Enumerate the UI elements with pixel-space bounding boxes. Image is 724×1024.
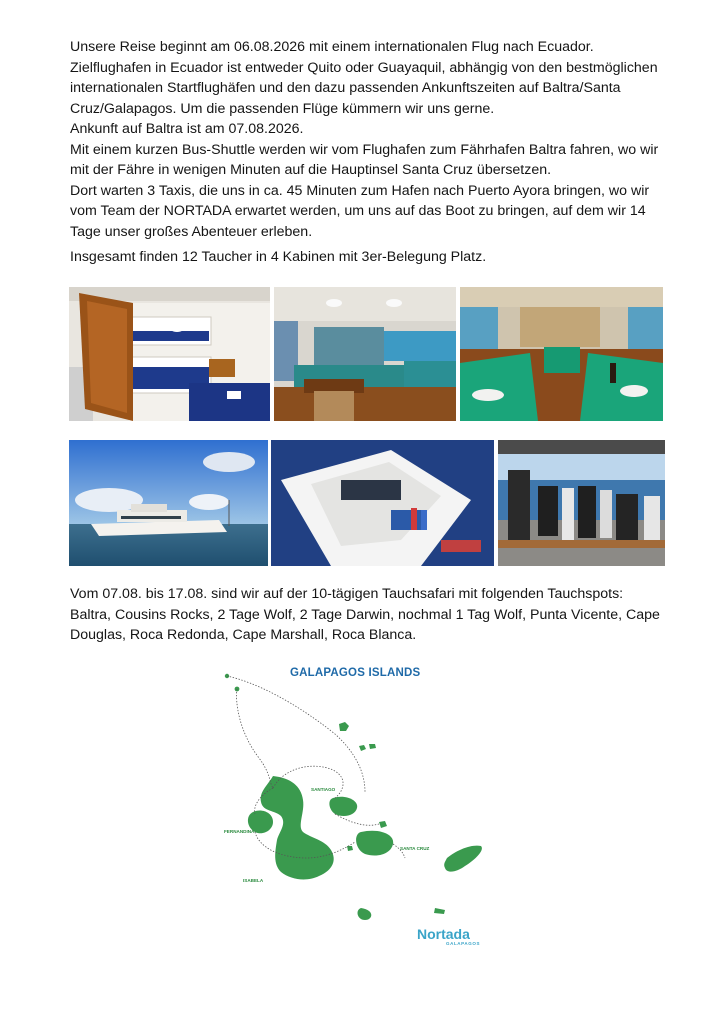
capacity-text: Insgesamt finden 12 Taucher in 4 Kabinen mit 3er-Belegung Platz. (70, 249, 487, 265)
island-santiago (329, 797, 357, 816)
capacity-paragraph (70, 247, 675, 268)
intro-line: Unsere Reise beginnt am 06.08.2026 mit einem internationalen Flug nach Ecuador. (70, 39, 594, 55)
nortada-logo-sub: GALAPAGOS (446, 941, 481, 946)
island-genovesa (339, 722, 349, 731)
dining-photo (460, 287, 663, 421)
islands (225, 674, 482, 920)
island-marchena (359, 745, 366, 751)
island-pinta (369, 744, 376, 749)
boat-exterior-photo (69, 440, 268, 566)
island-pinzon (347, 846, 353, 851)
itinerary-line: Vom 07.08. bis 17.08. sind wir auf der 10-tägigen Tauchsafari mit folgenden Tauchspots: (70, 586, 624, 602)
intro-line: Ankunft auf Baltra ist am 07.08.2026. (70, 121, 304, 137)
galapagos-map (215, 662, 495, 952)
label-isabela: ISABELA (243, 878, 264, 883)
island-santa-cruz (356, 831, 393, 856)
dive-deck-photo (498, 440, 665, 566)
island-baltra (379, 821, 387, 828)
intro-line: Cruz/Galapagos. Um die passenden Flüge kümmern wir uns gerne. (70, 100, 495, 117)
island-san-cristobal (444, 846, 482, 872)
intro-line: Mit einem kurzen Bus-Shuttle werden wir vom Flughafen zum Fährhafen Baltra fahren, wo wir (70, 141, 659, 158)
itinerary-paragraph (70, 584, 675, 646)
intro-line: Dort warten 3 Taxis, die uns in ca. 45 Minuten zum Hafen nach Puerto Ayora bringen, wo wir (70, 182, 650, 199)
intro-line: mit der Fähre in wenigen Minuten auf die Hauptinsel Santa Cruz übersetzen. (70, 162, 552, 178)
label-fernandina: FERNANDINA (224, 829, 255, 834)
intro-paragraph (70, 37, 675, 242)
intro-line: Zielflughafen in Ecuador ist entweder Quito oder Guayaquil, abhängig von den bestmöglichen (70, 59, 658, 76)
label-santa-cruz: SANTA CRUZ (400, 846, 430, 851)
intro-line: vom Team der NORTADA erwartet werden, um uns auf das Boot zu bringen, auf dem wir 14 (70, 203, 646, 219)
intro-line: Tage unser großes Abenteuer erleben. (70, 223, 313, 240)
intro-line: internationalen Startflughäfen und den dazu passenden Ankunftszeiten auf Baltra/Santa (70, 80, 621, 96)
nortada-logo: Nortada (417, 926, 470, 942)
label-santiago: SANTIAGO (311, 787, 336, 792)
itinerary-line: Baltra, Cousins Rocks, 2 Tage Wolf, 2 Tage Darwin, nochmal 1 Tag Wolf, Punta Vicente, Cape (70, 606, 660, 623)
map-title: GALAPAGOS ISLANDS (290, 667, 421, 679)
salon-photo (274, 287, 456, 421)
island-espanola (434, 908, 445, 914)
itinerary-line: Douglas, Roca Redonda, Cape Marshall, Roca Blanca. (70, 627, 417, 643)
boat-aerial-photo (271, 440, 494, 566)
cabin-photo (69, 287, 270, 421)
island-floreana (358, 908, 372, 920)
